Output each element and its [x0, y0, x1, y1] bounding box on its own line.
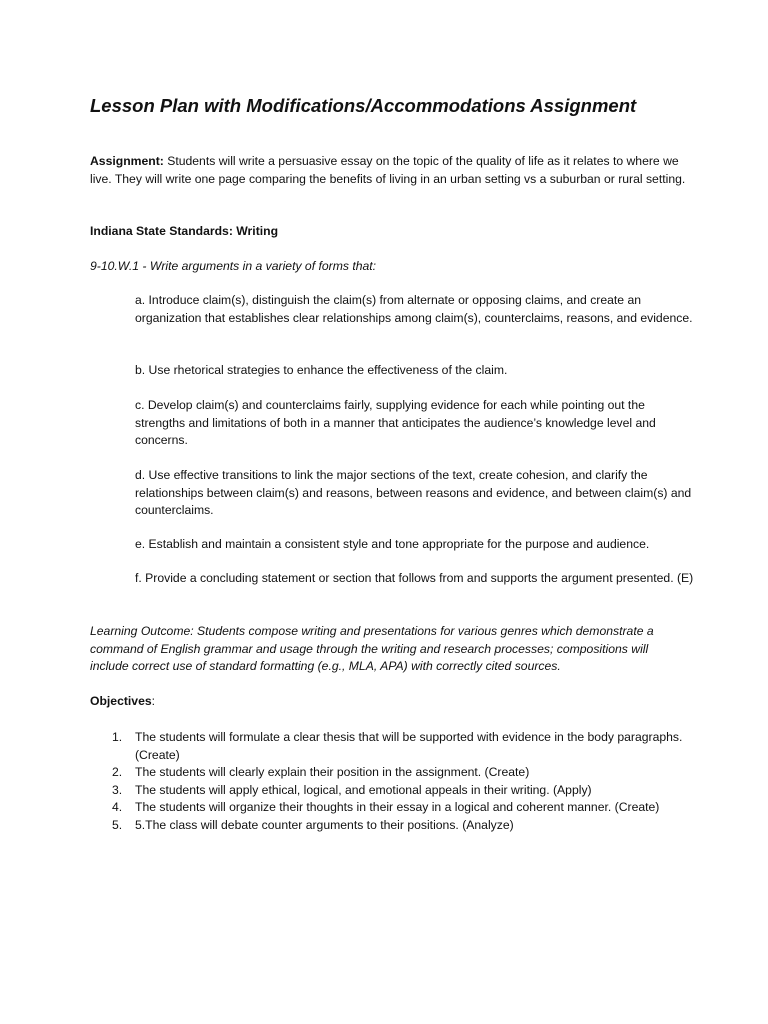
standard-item-f: f. Provide a concluding statement or section that follows from and supports the argument presented. (E): [135, 571, 694, 585]
assignment-text: Students will write a persuasive essay on the topic of the quality of life as it relates to where we live. They will write one page comparing the benefits of living in an urban setting vs a suburban or rural setting.: [90, 154, 686, 186]
list-item-text: The students will organize their thoughts in their essay in a logical and coherent manner. (Create): [135, 800, 660, 814]
standard-item-e: e. Establish and maintain a consistent style and tone appropriate for the purpose and audience.: [135, 537, 650, 551]
learning-outcome: Learning Outcome: Students compose writing and presentations for various genres which demonstrate a command of English grammar and usage through the writing and research processes; compositions will include correct use of standard formatting (e.g., MLA, APA) with correctly cited sources.: [90, 624, 654, 673]
standard-item-c: c. Develop claim(s) and counterclaims fairly, supplying evidence for each while pointing out the strengths and limitations of both in a manner that anticipates the audience’s knowledge level and concerns.: [135, 398, 656, 447]
list-item-number: 1.: [112, 730, 123, 744]
document-title: Lesson Plan with Modifications/Accommodations Assignment: [90, 95, 637, 116]
list-item-text: The students will apply ethical, logical, and emotional appeals in their writing. (Apply): [135, 782, 592, 797]
list-item-number: 3.: [112, 782, 123, 797]
assignment-paragraph: [90, 153, 690, 188]
objectives-label: Objectives: [90, 694, 152, 708]
list-item-number: 2.: [112, 765, 123, 779]
standard-item-d: d. Use effective transitions to link the major sections of the text, create cohesion, and clarify the relationships between claim(s) and reasons, between reasons and evidence, and between claim(s) and counterclaims.: [135, 468, 692, 517]
standard-item-a: a. Introduce claim(s), distinguish the claim(s) from alternate or opposing claims, and create an organization that establishes clear relationships among claim(s), counterclaims, reasons, and evidence.: [135, 293, 693, 325]
list-item-text: 5.The class will debate counter arguments to their positions. (Analyze): [135, 817, 514, 832]
list-item-text: The students will clearly explain their position in the assignment. (Create): [135, 765, 530, 779]
standards-heading: Indiana State Standards: Writing: [90, 224, 279, 238]
list-item-number: 4.: [112, 800, 123, 814]
list-item: [90, 782, 700, 800]
assignment-label: Assignment:: [90, 154, 164, 168]
objectives-colon: :: [151, 694, 156, 708]
objectives-heading: [90, 693, 690, 711]
list-item: [90, 799, 700, 817]
list-item-number: 5.: [112, 817, 123, 832]
standard-code: 9-10.W.1 - Write arguments in a variety of forms that:: [90, 259, 377, 273]
standard-item-b: b. Use rhetorical strategies to enhance the effectiveness of the claim.: [135, 363, 508, 377]
list-item: [90, 817, 700, 835]
list-item: [90, 764, 700, 782]
list-item-text: The students will formulate a clear thesis that will be supported with evidence in the body paragraphs. (Create): [135, 730, 683, 762]
objectives-list: [90, 729, 700, 834]
list-item: [90, 729, 700, 764]
